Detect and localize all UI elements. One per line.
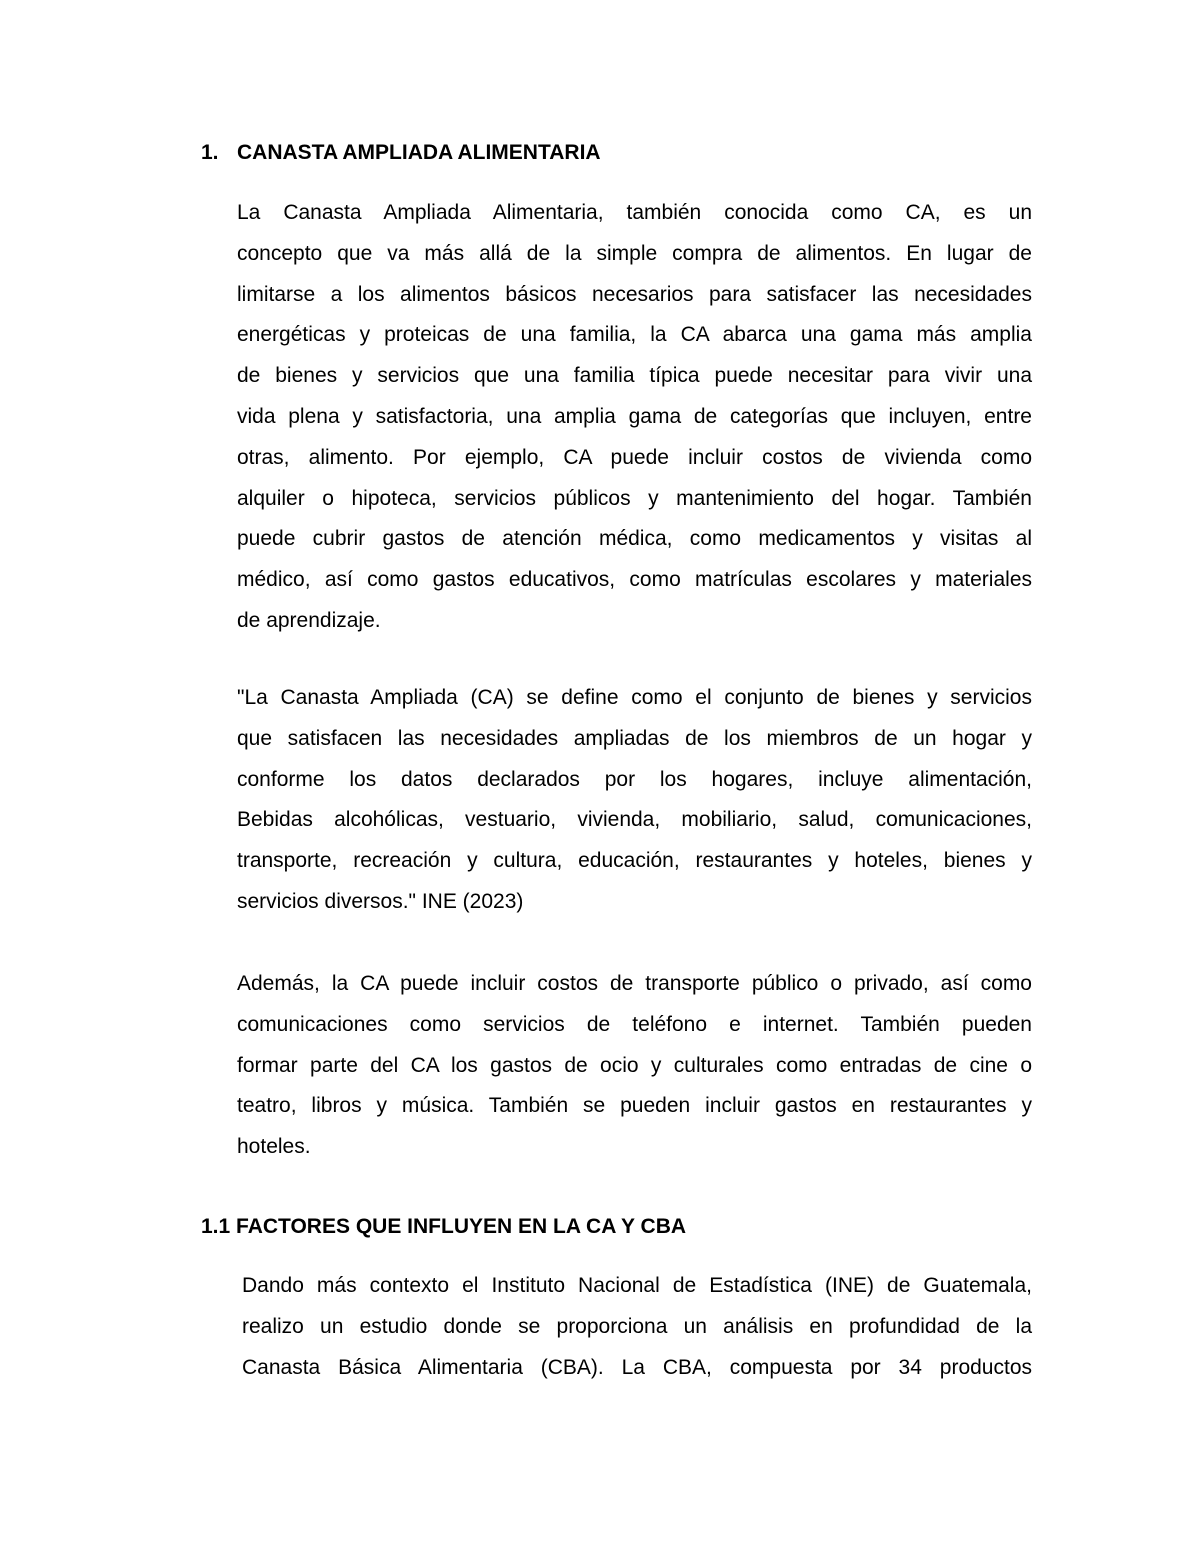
paragraph-line: Canasta Básica Alimentaria (CBA). La CBA, compuesta por 34 productos	[242, 1355, 1032, 1379]
paragraph-line: de aprendizaje.	[237, 608, 381, 632]
paragraph-line: limitarse a los alimentos básicos necesarios para satisfacer las necesidades	[237, 282, 1032, 306]
section-heading-1	[201, 139, 601, 167]
section-title: CANASTA AMPLIADA ALIMENTARIA	[237, 141, 601, 164]
paragraph-line: transporte, recreación y cultura, educación, restaurantes y hoteles, bienes y	[237, 849, 1032, 873]
paragraph-line: otras, alimento. Por ejemplo, CA puede incluir costos de vivienda como	[237, 445, 1032, 469]
paragraph-line: que satisfacen las necesidades ampliadas de los miembros de un hogar y	[237, 726, 1032, 750]
paragraph-line: alquiler o hipoteca, servicios públicos y mantenimiento del hogar. También	[237, 486, 1032, 510]
paragraph-line: realizo un estudio donde se proporciona un análisis en profundidad de la	[242, 1314, 1032, 1338]
paragraph-4	[242, 1266, 1032, 1388]
paragraph-line: La Canasta Ampliada Alimentaria, también conocida como CA, es un	[237, 201, 1032, 224]
paragraph-line: hoteles.	[237, 1135, 311, 1159]
paragraph-line: comunicaciones como servicios de teléfono e internet. También pueden	[237, 1012, 1032, 1036]
paragraph-line: servicios diversos." INE (2023)	[237, 889, 524, 913]
paragraph-line: concepto que va más allá de la simple compra de alimentos. En lugar de	[237, 241, 1032, 265]
section-heading-1-1	[201, 1213, 686, 1241]
paragraph-1	[237, 193, 1032, 642]
paragraph-3	[237, 964, 1032, 1168]
paragraph-line: de bienes y servicios que una familia típica puede necesitar para vivir una	[237, 364, 1032, 388]
paragraph-line: puede cubrir gastos de atención médica, como medicamentos y visitas al	[237, 527, 1032, 551]
paragraph-line: formar parte del CA los gastos de ocio y culturales como entradas de cine o	[237, 1053, 1032, 1077]
paragraph-line: conforme los datos declarados por los hogares, incluye alimentación,	[237, 767, 1032, 791]
paragraph-2-quote	[237, 678, 1032, 923]
paragraph-line: "La Canasta Ampliada (CA) se define como el conjunto de bienes y servicios	[237, 686, 1032, 709]
section-number: 1.	[201, 141, 219, 164]
paragraph-line: Además, la CA puede incluir costos de transporte público o privado, así como	[237, 972, 1032, 995]
paragraph-line: teatro, libros y música. También se pueden incluir gastos en restaurantes y	[237, 1094, 1032, 1118]
paragraph-line: Bebidas alcohólicas, vestuario, vivienda, mobiliario, salud, comunicaciones,	[237, 808, 1032, 832]
section-title: 1.1 FACTORES QUE INFLUYEN EN LA CA Y CBA	[201, 1215, 687, 1238]
paragraph-line: Dando más contexto el Instituto Nacional de Estadística (INE) de Guatemala,	[242, 1274, 1032, 1297]
paragraph-line: vida plena y satisfactoria, una amplia gama de categorías que incluyen, entre	[237, 404, 1032, 428]
paragraph-line: médico, así como gastos educativos, como matrículas escolares y materiales	[237, 568, 1032, 592]
paragraph-line: energéticas y proteicas de una familia, la CA abarca una gama más amplia	[237, 323, 1032, 347]
